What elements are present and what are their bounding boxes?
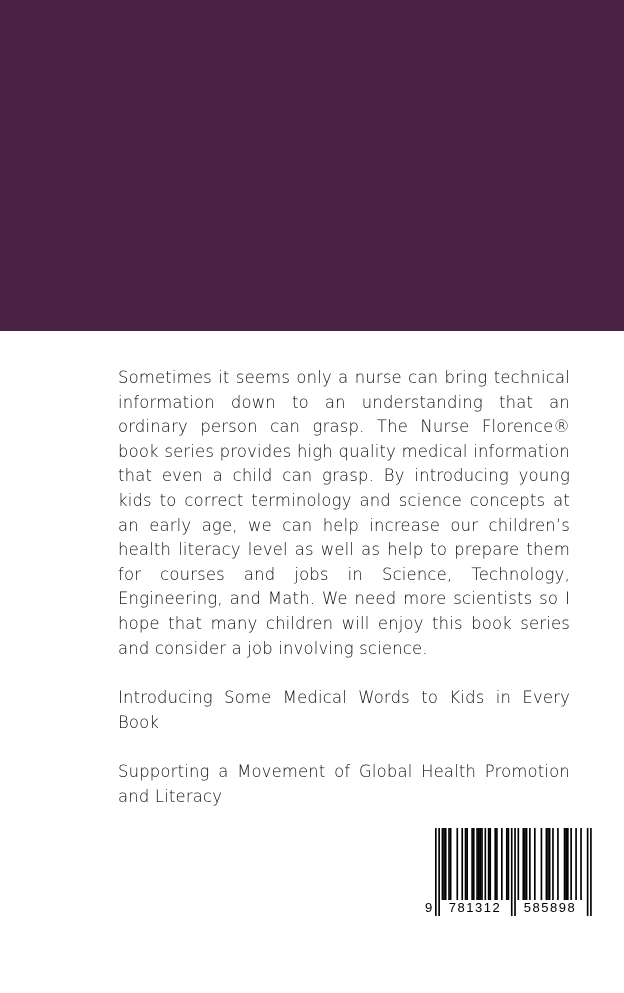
barcode-bar xyxy=(478,828,480,900)
barcode-bar xyxy=(514,828,516,916)
barcode-bar xyxy=(526,828,528,900)
barcode-bar xyxy=(580,828,582,900)
barcode-bar xyxy=(473,828,475,900)
barcode-bar xyxy=(450,828,452,900)
barcode-bar xyxy=(564,828,566,900)
barcode-bar xyxy=(435,828,437,916)
barcode-bar xyxy=(443,828,445,900)
barcode-bar xyxy=(587,828,589,916)
barcode-bar xyxy=(456,828,458,900)
barcode-bar xyxy=(508,828,510,900)
barcode-bar xyxy=(524,828,526,900)
barcode-graphic xyxy=(425,828,595,916)
tagline-paragraph: Introducing Some Medical Words to Kids in Every Book xyxy=(118,688,570,732)
barcode-bar xyxy=(552,828,554,900)
barcode-digit-lead: 9 xyxy=(425,900,433,915)
barcode-digits-left: 781312 xyxy=(448,900,502,915)
barcode-bar xyxy=(570,828,572,900)
tagline-paragraph: Supporting a Movement of Global Health Promotion and Literacy xyxy=(118,762,570,806)
barcode-bar xyxy=(485,828,487,900)
barcode-bar xyxy=(448,828,450,900)
barcode-bar xyxy=(546,828,548,900)
barcode-bar xyxy=(465,828,467,900)
barcode-bar xyxy=(522,828,524,900)
barcode-bar xyxy=(511,828,513,916)
barcode-bar xyxy=(471,828,473,900)
barcode-bar xyxy=(518,828,520,900)
barcode-bar xyxy=(461,828,463,900)
barcode-bar xyxy=(445,828,447,900)
barcode-bar xyxy=(567,828,569,900)
barcode-bar xyxy=(565,828,567,900)
barcode-bar xyxy=(547,828,549,900)
barcode-bar xyxy=(438,828,440,916)
barcode-bar xyxy=(575,828,577,900)
barcode-bar xyxy=(541,828,543,900)
isbn-barcode xyxy=(425,828,595,916)
barcode-bar xyxy=(549,828,551,900)
barcode-bar xyxy=(557,828,559,900)
barcode-bar xyxy=(488,828,490,900)
barcode-bar xyxy=(590,828,592,916)
barcode-bar xyxy=(506,828,508,900)
barcode-bar xyxy=(534,828,536,900)
barcode-bar xyxy=(442,828,444,900)
description-paragraph: Sometimes it seems only a nurse can bring technical information down to an understanding that an ordinary person can grasp. The Nurse Florence® book series provides high quality medical information that even a child can grasp. By introducing young kids to correct terminology and science concepts at an early age, we can help increase our children’s health literacy level as well as help to prepare them for courses and jobs in Science, Technology, Engineering, and Math. We need more scientists so I hope that many children will enjoy this book series and consider a job involving science. xyxy=(118,368,570,658)
barcode-bar xyxy=(481,828,483,900)
barcode-digits-right: 585898 xyxy=(523,900,577,915)
barcode-bar xyxy=(529,828,531,900)
barcode-bar xyxy=(496,828,498,900)
barcode-bar xyxy=(480,828,482,900)
barcode-bar xyxy=(489,828,491,900)
barcode-bar xyxy=(476,828,478,900)
barcode-bar xyxy=(501,828,503,900)
barcode-bar xyxy=(466,828,468,900)
barcode-bar xyxy=(494,828,496,900)
cover-color-band xyxy=(0,0,624,331)
back-cover-text xyxy=(118,366,570,810)
